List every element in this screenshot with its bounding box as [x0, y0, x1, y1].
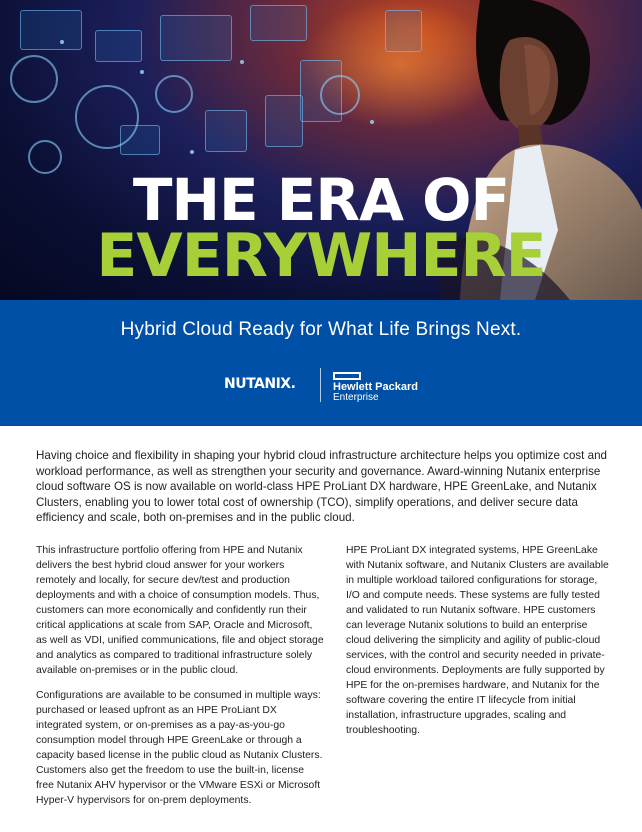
hologram-panel [250, 5, 307, 41]
brand-band [0, 300, 642, 426]
body-paragraph: Configurations are available to be consumed in multiple ways: purchased or leased upfront as an HPE ProLiant DX integrated system, or on-premises as a pay-as-you-go consumption model through HPE GreenLake or through a capacity based license in the public cloud as Nutanix Clusters. Customers also get the freedom to use the built-in, license free Nutanix AHV hypervisor or the VMware ESXi or Microsoft Hyper-V hypervisors for on-prem deployments. [36, 690, 323, 806]
logo-divider [320, 368, 321, 402]
body-paragraph: HPE ProLiant DX integrated systems, HPE GreenLake with Nutanix software, and Nutanix Clusters are available in multiple workload tailored configurations for storage, I/O and compute needs. These systems are fully tested and validated to run Nutanix software. HPE customers can leverage Nutanix solutions to build an enterprise cloud delivering the simplicity and agility of public-cloud services, with the control and security needed in private-cloud environments. Deployments are fully supported by HPE for the on-premises hardware, and Nutanix for the software covering the entire IT lifecycle from initial installation, infrastructure upgrades, scaling and troubleshooting. [346, 545, 609, 736]
body-column-right [346, 543, 612, 748]
headline-line-1: THE ERA OF [132, 166, 510, 234]
partner-logos [0, 368, 642, 404]
hologram-ring [155, 75, 193, 113]
light-dot [240, 60, 244, 64]
hologram-panel [95, 30, 142, 62]
headline [0, 166, 642, 291]
hologram-ring [320, 75, 360, 115]
body-column-left [36, 543, 324, 818]
light-dot [60, 40, 64, 44]
body-paragraph: This infrastructure portfolio offering from HPE and Nutanix delivers the best hybrid cloud answer for your workers remotely and locally, for secure dev/test and production deployments and with a choice of consumption models. Thus, customers can more economically and confidently run their critical applications at scale from SAP, Oracle and Microsoft, as well as VDI, unified communications, file and object storage and analytics as compared to traditional infrastructure solely available on-premises or in the public cloud. [36, 545, 324, 676]
nutanix-logo: NUTANIX. [224, 376, 296, 392]
hologram-panel [265, 95, 303, 147]
hologram-panel [205, 110, 247, 152]
hologram-panel [160, 15, 232, 61]
light-dot [370, 120, 374, 124]
intro-paragraph: Having choice and flexibility in shaping your hybrid cloud infrastructure architecture helps you optimize cost and workload performance, as well as strengthen your security and governance. Award-winning Nutanix enterprise cloud software OS is now available on world-class HPE ProLiant DX hardware, HPE GreenLake, and Nutanix Clusters, enabling you to lower total cost of ownership (TCO), simplify operations, and deliver secure data efficiency and scale, both on-premises and in the public cloud. [36, 449, 607, 524]
hpe-logo-sub: Enterprise [333, 392, 379, 403]
headline-line-2: EVERYWHERE [96, 221, 546, 291]
hologram-ring [75, 85, 139, 149]
hologram-ring [28, 140, 62, 174]
hologram-panel [385, 10, 422, 52]
light-dot [140, 70, 144, 74]
hpe-rectangle-icon [333, 372, 361, 380]
light-dot [190, 150, 194, 154]
tagline: Hybrid Cloud Ready for What Life Brings Next. [120, 319, 522, 340]
hologram-panel [20, 10, 82, 50]
hologram-ring [10, 55, 58, 103]
hpe-logo-name: Hewlett Packard [333, 381, 418, 393]
